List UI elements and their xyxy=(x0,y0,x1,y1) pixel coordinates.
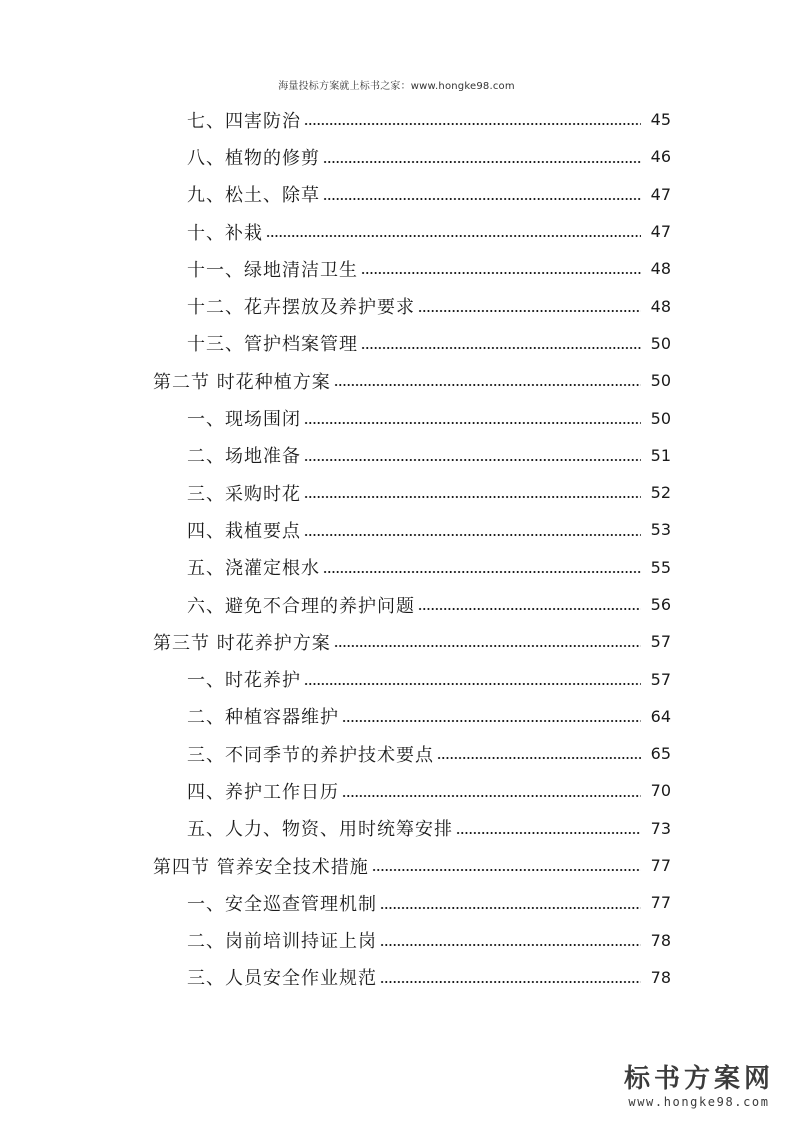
toc-section-entry[interactable] xyxy=(0,362,793,399)
toc-entry-label: 二、岗前培训持证上岗 xyxy=(187,931,377,953)
toc-entry-page-number: 51 xyxy=(650,445,671,465)
toc-entry-label: 五、浇灌定根水 xyxy=(187,558,320,580)
toc-entry-label: 四、栽植要点 xyxy=(187,520,301,542)
toc-entry-page-number: 53 xyxy=(650,520,671,540)
toc-dot-leader xyxy=(323,571,641,573)
toc-entry-label: 第三节 时花养护方案 xyxy=(153,632,331,654)
toc-entry[interactable] xyxy=(0,250,793,287)
toc-entry-label: 一、现场围闭 xyxy=(187,409,301,431)
toc-entry-label: 四、养护工作日历 xyxy=(187,781,339,803)
watermark-logo xyxy=(619,1064,779,1110)
toc-entry-page-number: 48 xyxy=(650,296,671,316)
toc-entry-label: 第二节 时花种植方案 xyxy=(153,371,331,393)
toc-dot-leader xyxy=(304,683,641,685)
toc-entry-label: 六、避免不合理的养护问题 xyxy=(187,595,415,617)
toc-entry-label: 五、人力、物资、用时统筹安排 xyxy=(187,819,453,841)
toc-entry[interactable] xyxy=(0,437,793,474)
watermark-title: 标书方案网 xyxy=(623,1064,774,1094)
toc-entry[interactable] xyxy=(0,213,793,250)
toc-entry[interactable] xyxy=(0,101,793,138)
toc-dot-leader xyxy=(456,832,641,834)
toc-section-entry[interactable] xyxy=(0,847,793,884)
toc-dot-leader xyxy=(418,608,641,610)
toc-entry-page-number: 57 xyxy=(650,632,671,652)
toc-dot-leader xyxy=(334,384,641,386)
toc-dot-leader xyxy=(304,534,641,536)
toc-entry[interactable] xyxy=(0,922,793,959)
toc-entry[interactable] xyxy=(0,586,793,623)
toc-entry[interactable] xyxy=(0,549,793,586)
toc-entry-page-number: 50 xyxy=(650,333,671,353)
toc-entry-label: 十一、绿地清洁卫生 xyxy=(187,259,358,281)
toc-entry-page-number: 55 xyxy=(650,557,671,577)
toc-entry-label: 一、安全巡查管理机制 xyxy=(187,893,377,915)
toc-dot-leader xyxy=(361,347,641,349)
toc-entry-label: 十三、管护档案管理 xyxy=(187,334,358,356)
toc-entry[interactable] xyxy=(0,884,793,921)
toc-dot-leader xyxy=(342,795,641,797)
toc-entry-label: 十、补栽 xyxy=(187,222,263,244)
toc-dot-leader xyxy=(380,944,641,946)
toc-entry[interactable] xyxy=(0,959,793,996)
toc-entry[interactable] xyxy=(0,474,793,511)
toc-entry[interactable] xyxy=(0,698,793,735)
toc-entry[interactable] xyxy=(0,772,793,809)
toc-dot-leader xyxy=(361,272,641,274)
toc-dot-leader xyxy=(304,123,641,125)
toc-dot-leader xyxy=(372,869,641,871)
toc-entry-label: 三、人员安全作业规范 xyxy=(187,968,377,990)
toc-entry[interactable] xyxy=(0,138,793,175)
toc-entry[interactable] xyxy=(0,325,793,362)
toc-entry-label: 八、植物的修剪 xyxy=(187,147,320,169)
toc-entry[interactable] xyxy=(0,511,793,548)
toc-entry[interactable] xyxy=(0,810,793,847)
toc-entry-label: 九、松土、除草 xyxy=(187,185,320,207)
toc-dot-leader xyxy=(304,496,641,498)
toc-dot-leader xyxy=(334,645,641,647)
toc-dot-leader xyxy=(323,161,641,163)
toc-entry-label: 三、采购时花 xyxy=(187,483,301,505)
toc-entry-page-number: 78 xyxy=(650,967,671,987)
toc-dot-leader xyxy=(323,198,641,200)
toc-entry-page-number: 50 xyxy=(650,371,671,391)
toc-entry[interactable] xyxy=(0,399,793,436)
toc-entry-page-number: 50 xyxy=(650,408,671,428)
toc-entry-label: 一、时花养护 xyxy=(187,670,301,692)
toc-entry-page-number: 73 xyxy=(650,818,671,838)
toc-dot-leader xyxy=(437,757,641,759)
toc-entry-page-number: 57 xyxy=(650,669,671,689)
toc-entry-label: 第四节 管养安全技术措施 xyxy=(153,856,369,878)
toc-dot-leader xyxy=(418,310,641,312)
header-note: 海量投标方案就上标书之家：www.hongke98.com xyxy=(278,81,515,92)
toc-entry-page-number: 65 xyxy=(650,744,671,764)
toc-entry-page-number: 47 xyxy=(650,184,671,204)
toc-entry-page-number: 48 xyxy=(650,259,671,279)
table-of-contents xyxy=(0,101,793,996)
toc-dot-leader xyxy=(380,907,641,909)
toc-entry-page-number: 47 xyxy=(650,222,671,242)
toc-entry-page-number: 56 xyxy=(650,595,671,614)
toc-entry-label: 二、种植容器维护 xyxy=(187,707,339,729)
toc-entry-page-number: 45 xyxy=(650,110,671,130)
toc-entry-page-number: 77 xyxy=(650,856,671,876)
toc-entry-page-number: 46 xyxy=(650,147,671,167)
toc-entry[interactable] xyxy=(0,287,793,324)
toc-entry-label: 三、不同季节的养护技术要点 xyxy=(187,744,434,766)
toc-entry[interactable] xyxy=(0,176,793,213)
toc-entry-page-number: 52 xyxy=(650,483,671,503)
toc-entry-page-number: 64 xyxy=(650,706,671,726)
toc-dot-leader xyxy=(380,981,641,983)
toc-dot-leader xyxy=(342,720,641,722)
toc-dot-leader xyxy=(304,459,641,461)
toc-entry-label: 七、四害防治 xyxy=(187,110,301,132)
watermark-url: www.hongke98.com xyxy=(628,1095,770,1109)
toc-entry-label: 二、场地准备 xyxy=(187,446,301,468)
toc-section-entry[interactable] xyxy=(0,623,793,660)
toc-entry-page-number: 70 xyxy=(650,781,671,801)
toc-entry[interactable] xyxy=(0,735,793,772)
toc-entry-page-number: 78 xyxy=(650,930,671,950)
toc-entry-label: 十二、花卉摆放及养护要求 xyxy=(187,297,415,319)
toc-entry[interactable] xyxy=(0,660,793,697)
toc-dot-leader xyxy=(266,235,641,237)
toc-dot-leader xyxy=(304,422,641,424)
toc-entry-page-number: 77 xyxy=(650,893,671,913)
